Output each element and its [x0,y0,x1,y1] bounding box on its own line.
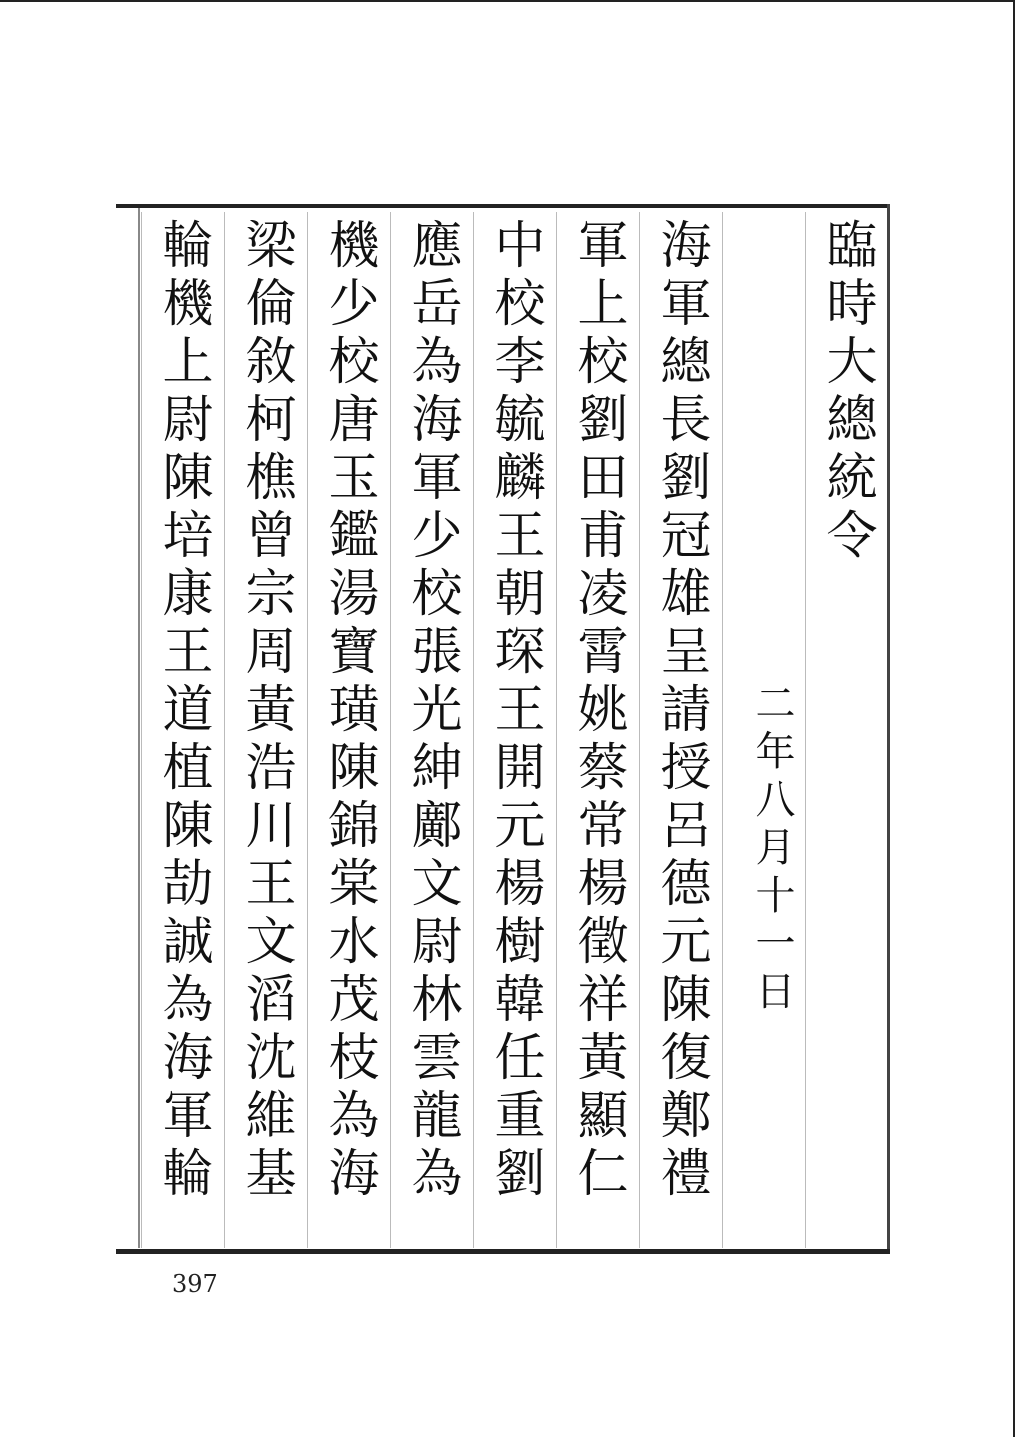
text-line-1: 海軍總長劉冠雄呈請授呂德元陳復鄭禮 [639,212,722,1248]
document-date: 二年八月十一日 [722,212,805,1248]
text-line-5: 機少校唐玉鑑湯寶璜陳錦棠水茂枝為海 [307,212,390,1248]
document-title: 臨時大總統令 [805,212,888,1248]
bottom-rule [116,1249,890,1254]
text-line-4: 應岳為海軍少校張光紳鄺文尉林雲龍為 [390,212,473,1248]
text-line-3: 中校李毓麟王朝琛王開元楊樹韓任重劉 [473,212,556,1248]
text-line-2: 軍上校劉田甫凌霄姚蔡常楊徵祥黃顯仁 [556,212,639,1248]
text-line-6: 梁倫敘柯樵曾宗周黃浩川王文滔沈維基 [224,212,307,1248]
top-rule [116,204,890,208]
text-columns [140,212,888,1248]
text-line-7: 輪機上尉陳培康王道植陳劼誠為海軍輪 [141,212,224,1248]
document-body [116,198,890,1254]
page-number: 397 [172,1270,218,1298]
